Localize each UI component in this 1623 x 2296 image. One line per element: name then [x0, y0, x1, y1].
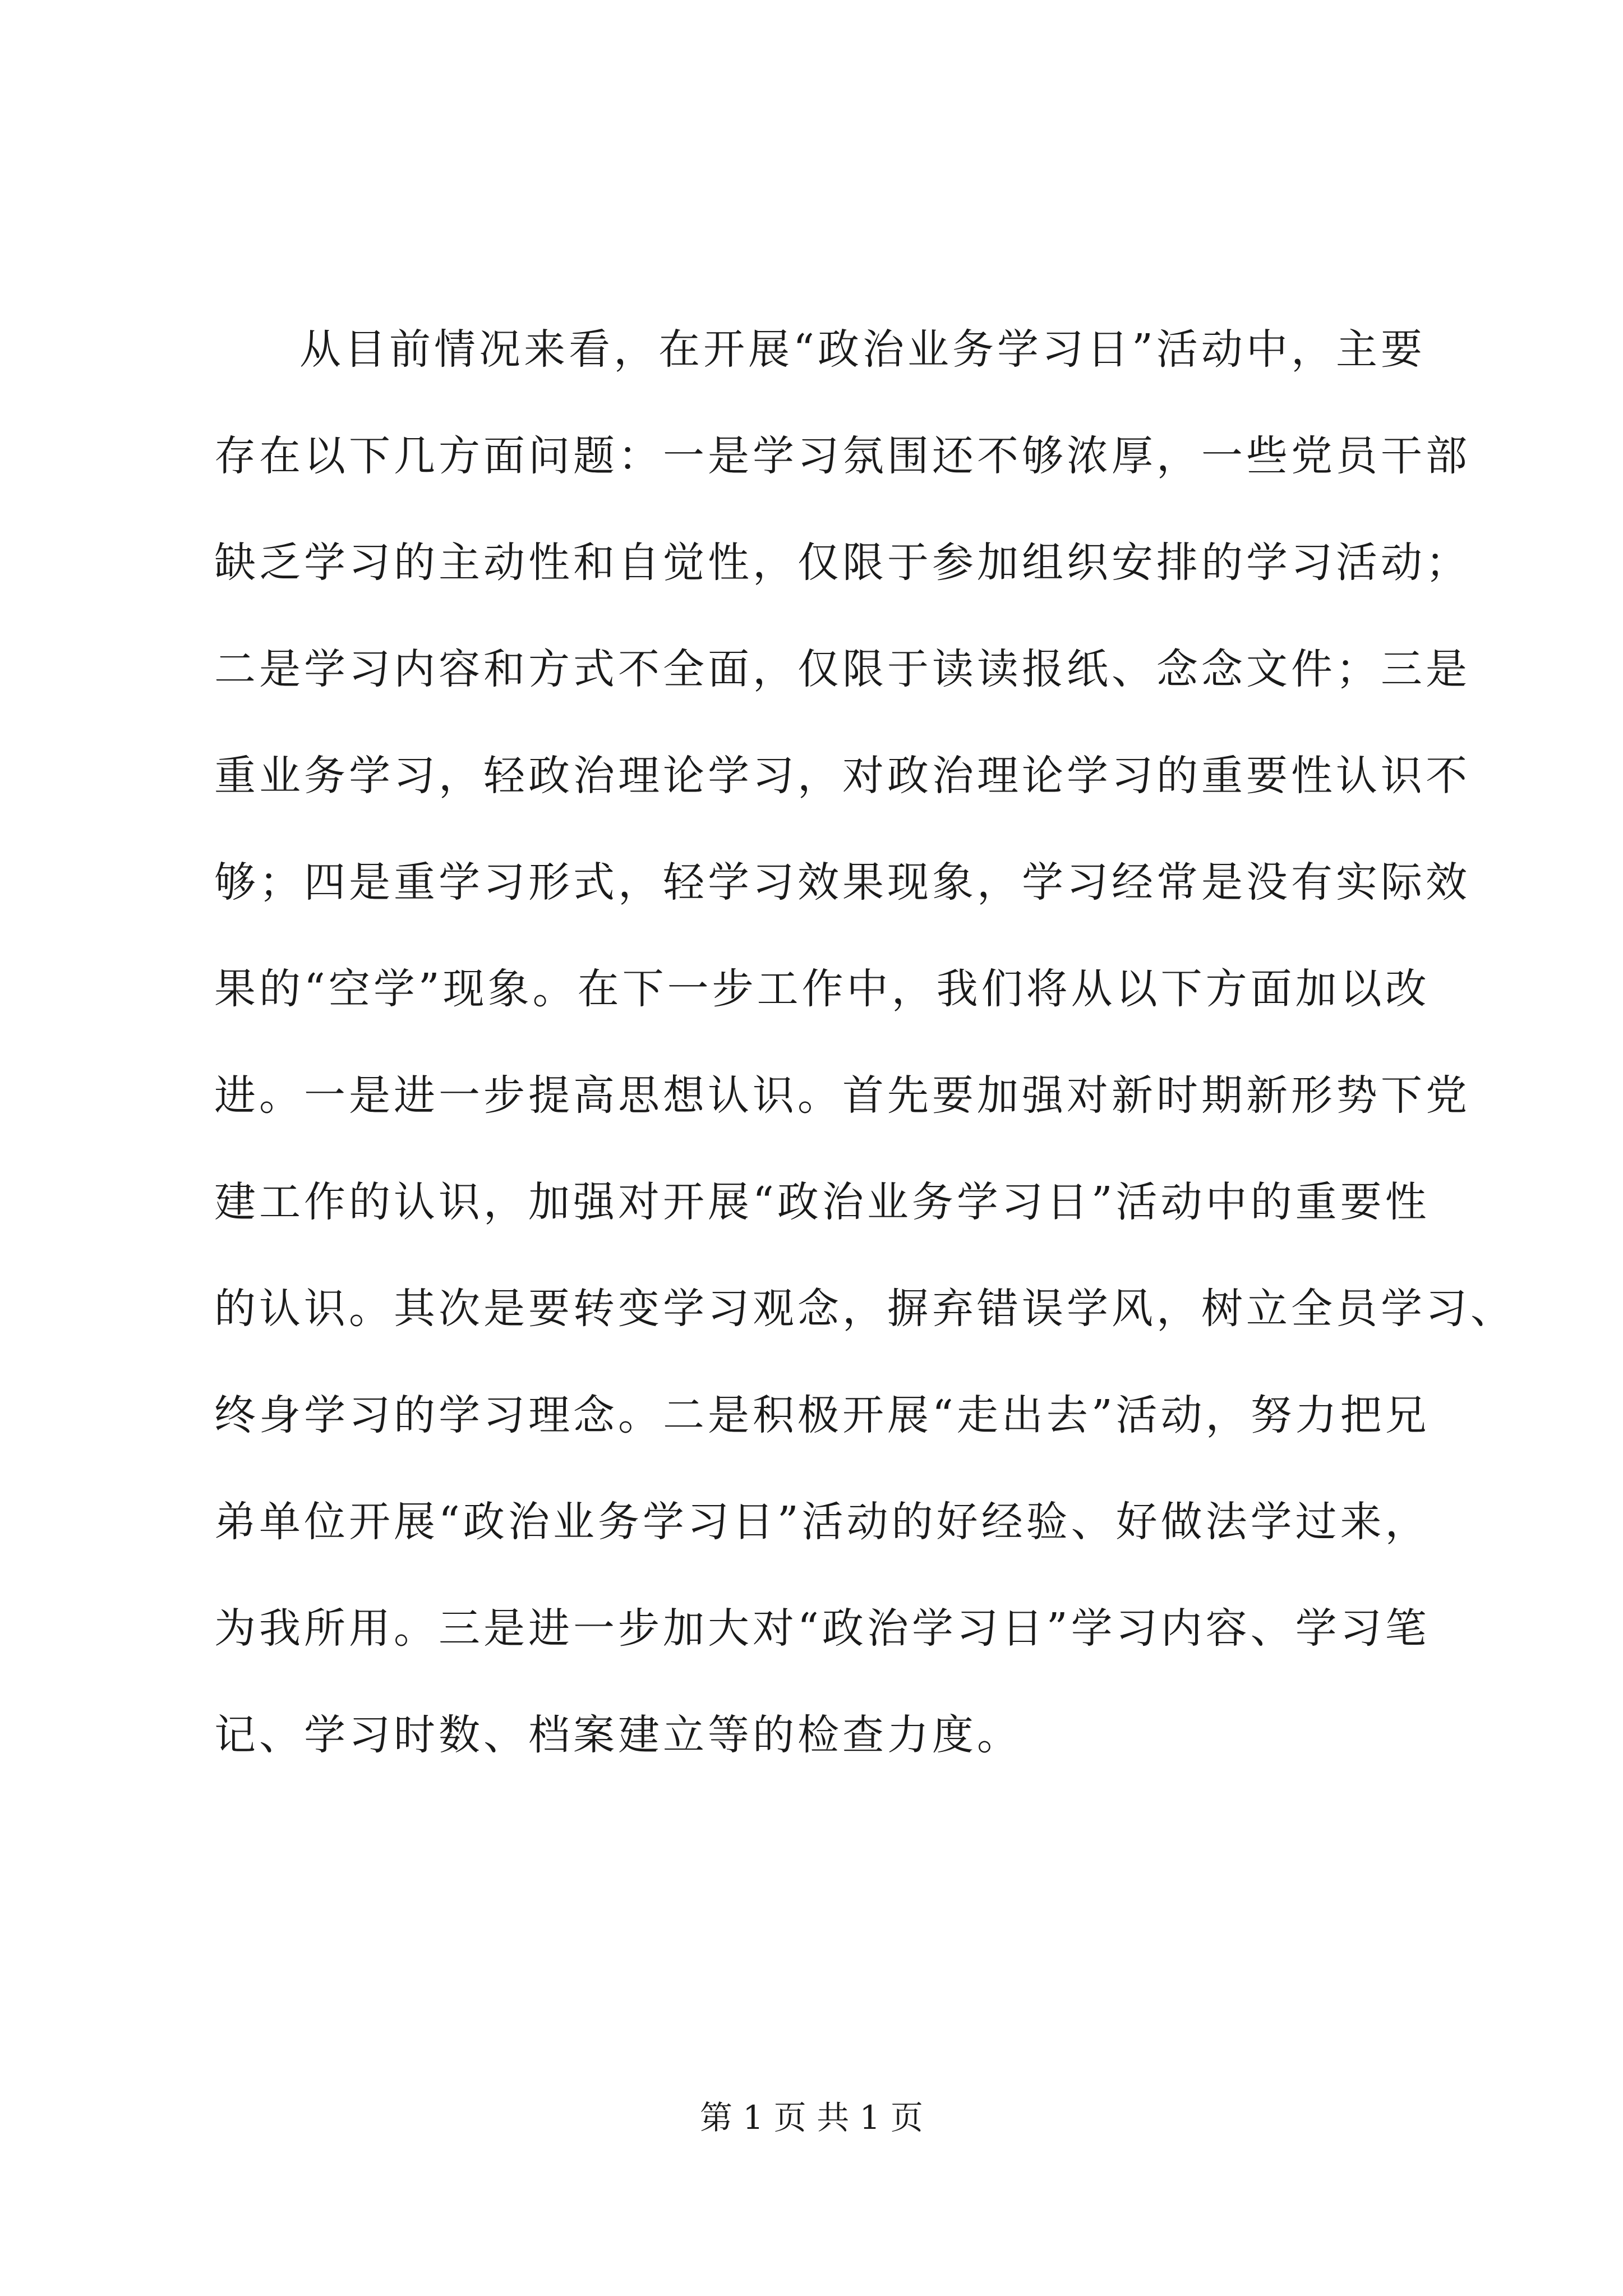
- paragraph-line: 存在以下几方面问题：一是学习氛围还不够浓厚，一些党员干部: [214, 432, 1470, 480]
- paragraph-line: 缺乏学习的主动性和自觉性，仅限于参加组织安排的学习活动；: [214, 539, 1470, 587]
- paragraph-line: 二是学习内容和方式不全面，仅限于读读报纸、念念文件；三是: [214, 645, 1470, 693]
- paragraph-line: 够；四是重学习形式，轻学习效果现象，学习经常是没有实际效: [214, 858, 1470, 907]
- paragraph-line: 从目前情况来看，在开展“政治业务学习日”活动中，主要: [299, 325, 1426, 374]
- paragraph-line: 进。一是进一步提高思想认识。首先要加强对新时期新形势下党: [214, 1071, 1470, 1120]
- paragraph-line: 为我所用。三是进一步加大对“政治学习日”学习内容、学习笔: [214, 1604, 1430, 1653]
- paragraph-line: 记、学习时数、档案建立等的检查力度。: [214, 1711, 1022, 1759]
- paragraph-line: 建工作的认识，加强对开展“政治业务学习日”活动中的重要性: [214, 1178, 1430, 1226]
- paragraph-line: 重业务学习，轻政治理论学习，对政治理论学习的重要性认识不: [214, 752, 1470, 800]
- paragraph-line: 弟单位开展“政治业务学习日”活动的好经验、好做法学过来，: [214, 1498, 1430, 1546]
- paragraph-line: 终身学习的学习理念。二是积极开展“走出去”活动，努力把兄: [214, 1391, 1430, 1439]
- page-number-footer: 第 1 页 共 1 页: [700, 2099, 923, 2137]
- body-paragraph: [214, 296, 1515, 1788]
- paragraph-line: 果的“空学”现象。在下一步工作中，我们将从以下方面加以改: [214, 965, 1430, 1013]
- paragraph-line: 的认识。其次是要转变学习观念，摒弃错误学风，树立全员学习、: [214, 1285, 1515, 1333]
